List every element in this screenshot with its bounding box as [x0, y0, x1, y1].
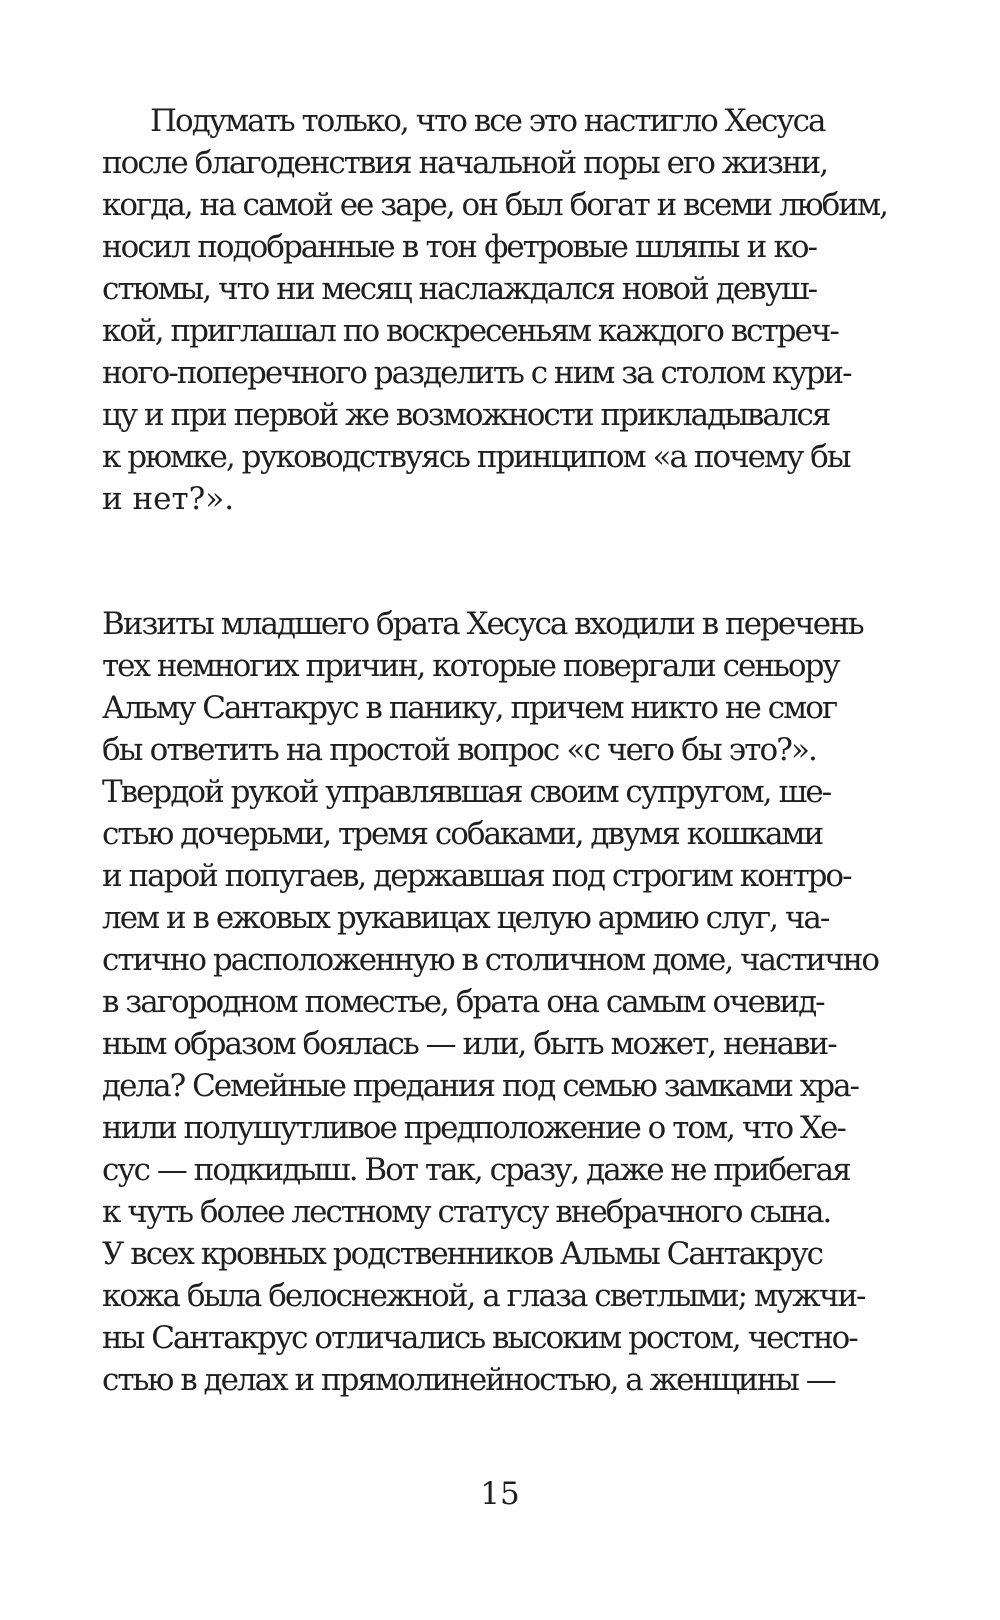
paragraph-2-line-3: Альму Сантакрус в панику, причем никто не смог [102, 690, 837, 726]
page-number: 15 [480, 1476, 520, 1512]
paragraph-1-line-4: носил подобранные в тон фетровые шляпы и ко- [102, 229, 816, 265]
paragraph-2-line-5: Твердой рукой управлявшая своим супругом, ше- [102, 774, 831, 810]
paragraph-2-line-1: Визиты младшего брата Хесуса входили в перечень [102, 606, 863, 642]
paragraph-1-line-9: к рюмке, руководствуясь принципом «а почему бы [102, 439, 850, 475]
paragraph-2-line-9: стично расположенную в столичном доме, частично [102, 942, 878, 978]
paragraph-2-line-16: У всех кровных родственников Альмы Сантакрус [102, 1236, 822, 1272]
paragraph-1-line-10: и нет?». [102, 481, 235, 517]
paragraph-2-line-12: дела? Семейные предания под семью замками хра- [102, 1068, 859, 1104]
paragraph-2-line-10: в загородном поместье, брата она самым очевид- [102, 984, 824, 1020]
paragraph-1-line-5: стюмы, что ни месяц наслаждался новой девуш- [102, 271, 817, 307]
paragraph-2-line-14: сус — подкидыш. Вот так, сразу, даже не прибегая [102, 1152, 850, 1188]
paragraph-2-line-2: тех немногих причин, которые повергали сеньору [102, 648, 839, 684]
paragraph-2-line-4: бы ответить на простой вопрос «с чего бы это?». [102, 732, 816, 768]
paragraph-2-line-19: стью в делах и прямолинейностью, а женщины — [102, 1362, 835, 1398]
paragraph-1-line-3: когда, на самой ее заре, он был богат и всеми любим, [102, 187, 887, 223]
paragraph-1-line-2: после благоденствия начальной поры его жизни, [102, 145, 828, 181]
paragraph-1-line-8: цу и при первой же возможности прикладывался [102, 397, 830, 433]
paragraph-2-line-17: кожа была белоснежной, а глаза светлыми; мужчи- [102, 1278, 865, 1314]
paragraph-1-line-6: кой, приглашал по воскресеньям каждого встреч- [102, 313, 838, 349]
paragraph-2-line-13: нили полушутливое предположение о том, что Хе- [102, 1110, 845, 1146]
paragraph-2-line-11: ным образом боялась — или, быть может, ненави- [102, 1026, 836, 1062]
paragraph-2-line-6: стью дочерьми, тремя собаками, двумя кошками [102, 816, 823, 852]
paragraph-2-line-15: к чуть более лестному статусу внебрачного сына. [102, 1194, 831, 1230]
paragraph-1-line-1: Подумать только, что все это настигло Хесуса [150, 103, 825, 139]
paragraph-2-line-8: лем и в ежовых рукавицах целую армию слуг, ча- [102, 900, 829, 936]
paragraph-1-line-7: ного-поперечного разделить с ним за столом кури- [102, 355, 851, 391]
paragraph-2-line-18: ны Сантакрус отличались высоким ростом, честно- [102, 1320, 857, 1356]
paragraph-2-line-7: и парой попугаев, державшая под строгим контро- [102, 858, 851, 894]
